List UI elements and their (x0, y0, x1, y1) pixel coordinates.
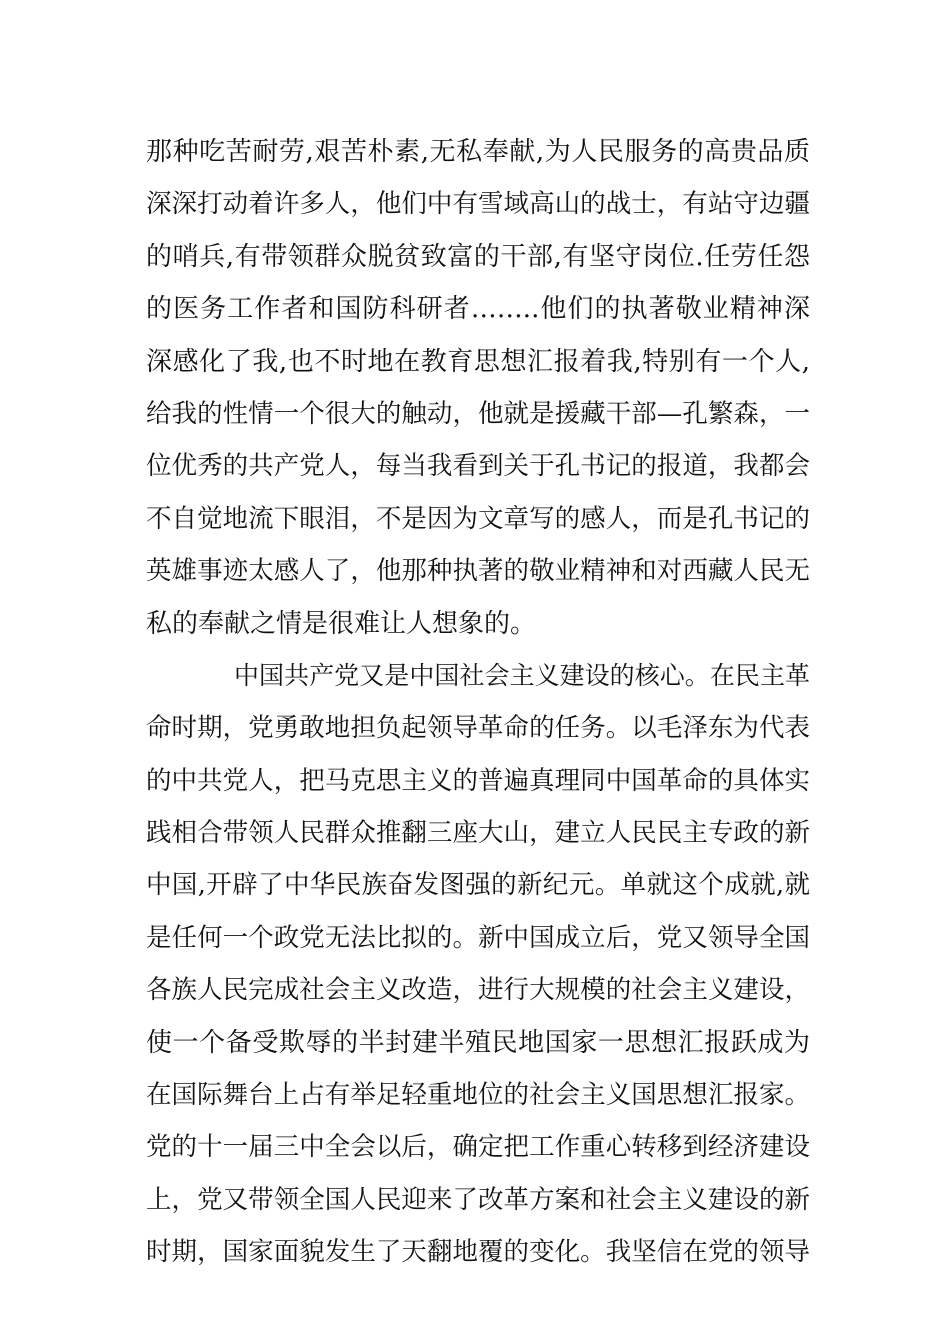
text-line: 使一个备受欺辱的半封建半殖民地国家一思想汇报跃成为 (146, 1027, 810, 1058)
text-line: 的哨兵,有带领群众脱贫致富的干部,有坚守岗位.任劳任怨 (146, 241, 810, 272)
text-line: 不自觉地流下眼泪，不是因为文章写的感人，而是孔书记的 (146, 503, 810, 534)
paragraph-2 (146, 650, 810, 1279)
text-line: 给我的性情一个很大的触动，他就是援藏干部—孔繁森，一 (146, 398, 810, 429)
text-line: 位优秀的共产党人，每当我看到关于孔书记的报道，我都会 (146, 451, 810, 482)
text-line: 私的奉献之情是很难让人想象的。 (146, 608, 537, 639)
text-line: 在国际舞台上占有举足轻重地位的社会主义国思想汇报家。 (146, 1080, 810, 1111)
text-line: 深深打动着许多人，他们中有雪域高山的战士，有站守边疆 (146, 189, 810, 220)
text-line: 那种吃苦耐劳,艰苦朴素,无私奉献,为人民服务的高贵品质 (146, 137, 810, 167)
text-line: 的中共党人，把马克思主义的普遍真理同中国革命的具体实 (146, 765, 810, 796)
text-line: 上，党又带领全国人民迎来了改革方案和社会主义建设的新 (146, 1184, 810, 1215)
text-line: 党的十一届三中全会以后，确定把工作重心转移到经济建设 (146, 1132, 810, 1163)
text-line: 的医务工作者和国防科研者……..他们的执著敬业精神深 (146, 294, 810, 325)
text-line: 深感化了我,也不时地在教育思想汇报着我,特别有一个人, (146, 346, 810, 377)
text-line: 践相合带领人民群众推翻三座大山，建立人民民主专政的新 (146, 818, 810, 849)
text-line: 时期，国家面貌发生了天翻地覆的变化。我坚信在党的领导 (146, 1237, 810, 1268)
text-line: 中国共产党又是中国社会主义建设的核心。在民主革 (234, 660, 810, 690)
paragraph-1 (146, 126, 810, 650)
text-line: 是任何一个政党无法比拟的。新中国成立后，党又领导全国 (146, 922, 810, 953)
body-text (146, 126, 810, 1279)
text-line: 英雄事迹太感人了，他那种执著的敬业精神和对西藏人民无 (146, 556, 810, 587)
text-line: 命时期，党勇敢地担负起领导革命的任务。以毛泽东为代表 (146, 713, 810, 744)
text-line: 各族人民完成社会主义改造，进行大规模的社会主义建设， (146, 975, 810, 1006)
text-line: 中国,开辟了中华民族奋发图强的新纪元。单就这个成就,就 (146, 870, 810, 901)
